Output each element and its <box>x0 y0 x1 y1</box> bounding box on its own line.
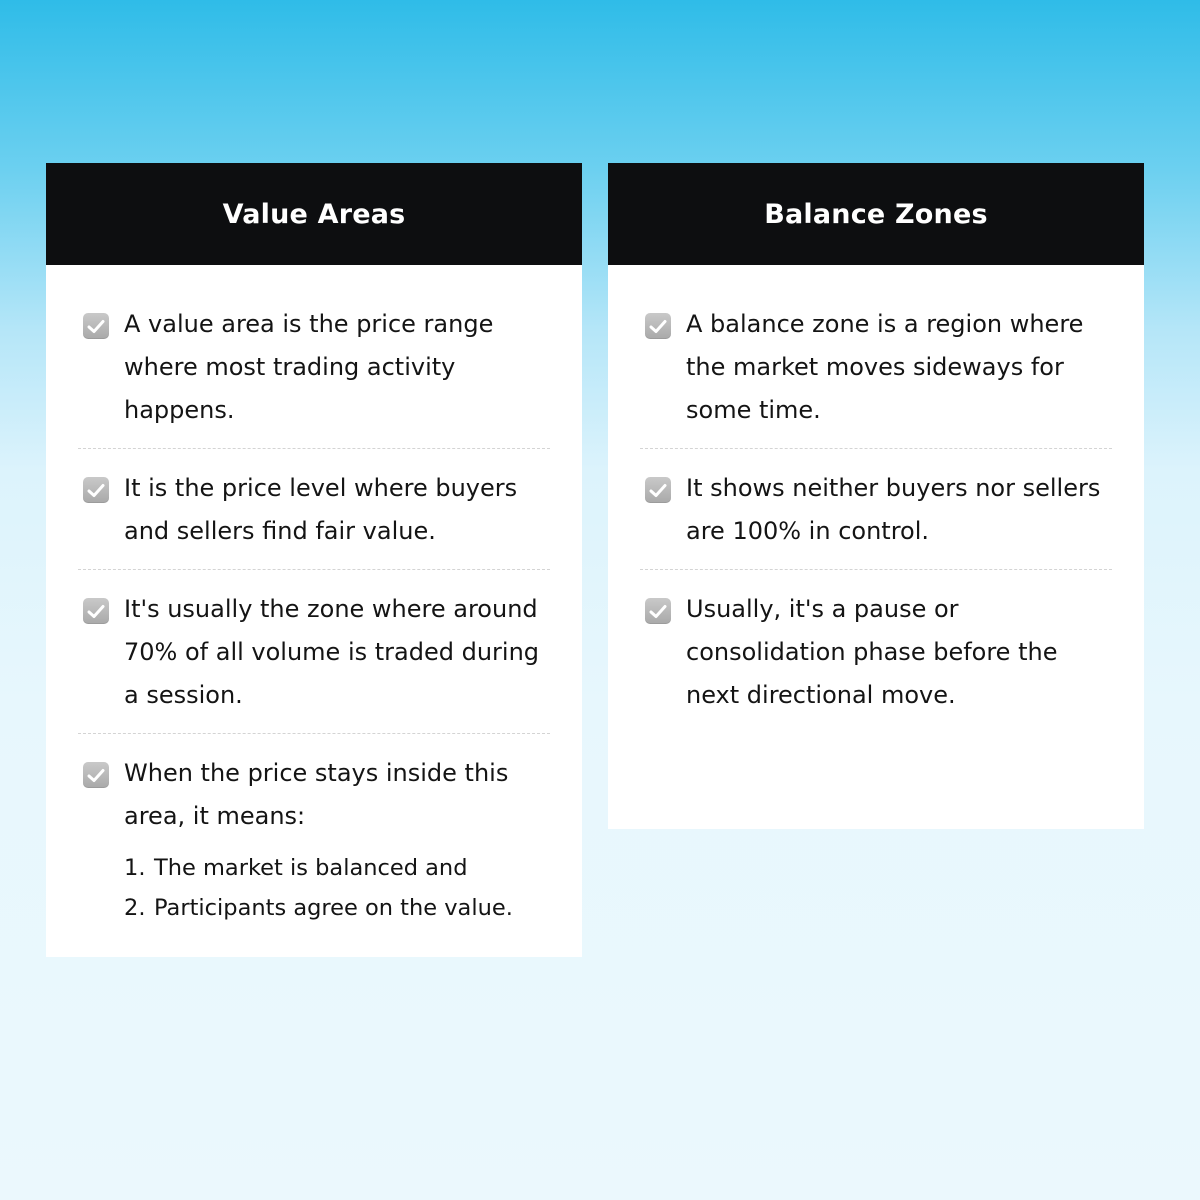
list-item-text: A value area is the price range where most trading activity happens. <box>124 310 494 424</box>
value-areas-list <box>78 265 550 944</box>
list-item-text: A balance zone is a region where the market moves sideways for some time. <box>686 310 1084 424</box>
value-areas-card <box>46 163 582 957</box>
list-item <box>640 588 1112 733</box>
checkbox-checked-icon <box>645 598 671 624</box>
list-item-text: It is the price level where buyers and sellers find fair value. <box>124 474 518 545</box>
list-item <box>640 303 1112 449</box>
list-item <box>78 588 550 734</box>
balance-zones-list <box>640 265 1112 733</box>
checkbox-checked-icon <box>645 313 671 339</box>
list-item-text: Usually, it's a pause or consolidation phase before the next directional move. <box>686 595 1058 709</box>
checkbox-checked-icon <box>83 477 109 503</box>
checkbox-checked-icon <box>645 477 671 503</box>
checkbox-checked-icon <box>83 762 109 788</box>
list-item-text: When the price stays inside this area, it means: <box>124 759 509 830</box>
sublist-text: Participants agree on the value. <box>154 895 513 921</box>
card-title: Value Areas <box>46 163 582 265</box>
list-item-text: It shows neither buyers nor sellers are 100% in control. <box>686 474 1101 545</box>
sublist-number: 2. <box>124 895 146 921</box>
card-title: Balance Zones <box>608 163 1144 265</box>
list-item <box>640 467 1112 570</box>
list-item <box>78 303 550 449</box>
list-item-text: It's usually the zone where around 70% of all volume is traded during a session. <box>124 595 540 709</box>
sublist-text: The market is balanced and <box>154 855 468 881</box>
numbered-sublist <box>124 848 550 928</box>
list-item <box>78 752 550 944</box>
balance-zones-card <box>608 163 1144 829</box>
sublist-number: 1. <box>124 855 146 881</box>
sublist-item <box>124 848 550 888</box>
checkbox-checked-icon <box>83 313 109 339</box>
sublist-item <box>124 888 550 928</box>
list-item <box>78 467 550 570</box>
checkbox-checked-icon <box>83 598 109 624</box>
